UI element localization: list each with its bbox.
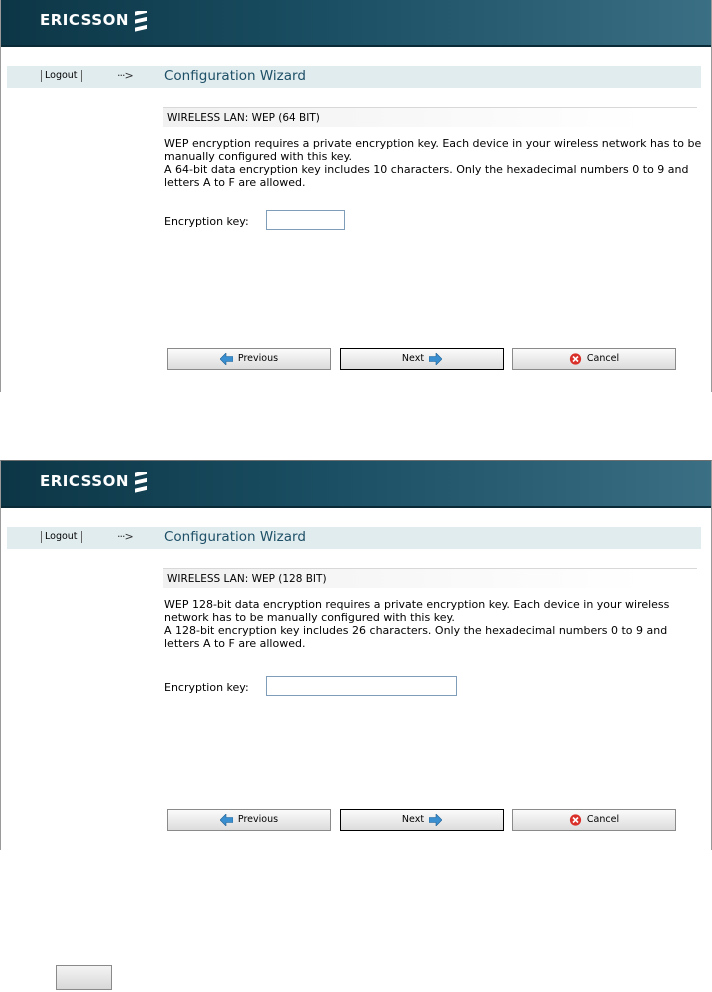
brand-name: ERICSSON: [40, 11, 129, 29]
logout-link[interactable]: Logout: [41, 70, 82, 82]
breadcrumb-arrow-icon: ···>: [117, 530, 133, 543]
cancel-x-icon: [569, 814, 582, 826]
page-title: Configuration Wizard: [164, 68, 306, 84]
cancel-button-label: Cancel: [586, 814, 620, 825]
encryption-key-label: Encryption key:: [164, 215, 249, 228]
next-button-label: Next: [401, 353, 425, 364]
next-button[interactable]: [340, 348, 504, 370]
next-button-label: Next: [401, 814, 425, 825]
section-title: WIRELESS LAN: WEP (64 BIT): [163, 107, 697, 127]
page-title: Configuration Wizard: [164, 529, 306, 545]
logout-link[interactable]: Logout: [41, 531, 82, 543]
blank-button[interactable]: [56, 965, 112, 990]
ericsson-logo-icon: [132, 472, 150, 494]
cancel-x-icon: [569, 353, 582, 365]
arrow-left-icon: [220, 814, 233, 826]
description-paragraph: WEP encryption requires a private encryption key. Each device in your wireless network has to be manually configured with this key.: [164, 137, 702, 163]
description-paragraph: WEP 128-bit data encryption requires a private encryption key. Each device in your wireless network has to be manually configured with this key.: [164, 598, 670, 624]
cancel-button-label: Cancel: [586, 353, 620, 364]
cancel-button[interactable]: [512, 348, 676, 370]
nav-bar: [7, 527, 701, 549]
ericsson-logo-icon: [132, 11, 150, 33]
previous-button[interactable]: [167, 809, 331, 831]
nav-bar: [7, 66, 701, 88]
encryption-key-input[interactable]: [266, 676, 457, 696]
key-rules-paragraph: A 64-bit data encryption key includes 10 characters. Only the hexadecimal numbers 0 to 9 and letters A to F are allowed.: [164, 163, 689, 189]
breadcrumb-arrow-icon: ···>: [117, 69, 133, 82]
next-button[interactable]: [340, 809, 504, 831]
section-title: WIRELESS LAN: WEP (128 BIT): [163, 568, 697, 588]
key-rules-paragraph: A 128-bit encryption key includes 26 characters. Only the hexadecimal numbers 0 to 9 and letters A to F are allowed.: [164, 624, 668, 650]
previous-button-label: Previous: [237, 353, 279, 364]
arrow-left-icon: [220, 353, 233, 365]
header-bar: [1, 461, 711, 508]
previous-button-label: Previous: [237, 814, 279, 825]
previous-button[interactable]: [167, 348, 331, 370]
arrow-right-icon: [429, 814, 442, 826]
wizard-screen-64bit: [0, 0, 712, 392]
encryption-key-input[interactable]: [266, 210, 345, 230]
brand-name: ERICSSON: [40, 472, 129, 490]
encryption-key-label: Encryption key:: [164, 681, 249, 694]
arrow-right-icon: [429, 353, 442, 365]
cancel-button[interactable]: [512, 809, 676, 831]
header-bar: [1, 0, 711, 47]
wizard-screen-128bit: [0, 460, 712, 850]
